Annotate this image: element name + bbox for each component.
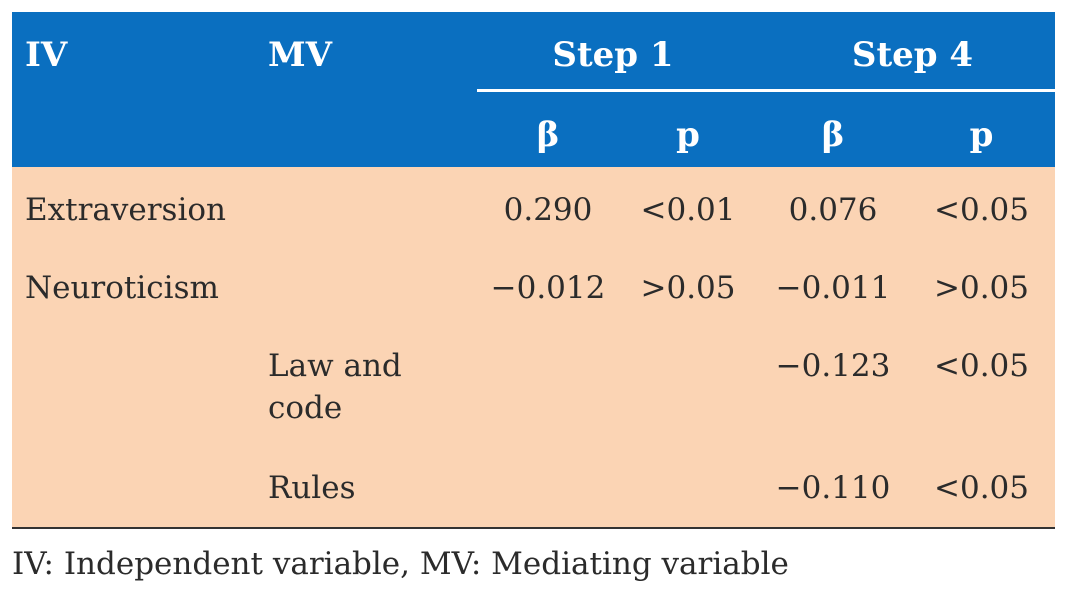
header-step4-beta: β (821, 115, 845, 155)
cell-step4-beta: −0.011 (775, 270, 891, 306)
header-step1-p: p (676, 115, 700, 155)
cell-mv: Rules (268, 470, 356, 506)
header-divider (477, 89, 1055, 92)
cell-iv: Extraversion (25, 192, 227, 228)
header-step1-beta: β (536, 115, 560, 155)
cell-step4-beta: −0.123 (775, 348, 891, 384)
cell-step1-beta: 0.290 (503, 192, 593, 228)
regression-table (12, 12, 1055, 529)
cell-step4-beta: −0.110 (775, 470, 891, 506)
table-footnote: IV: Independent variable, MV: Mediating variable (12, 546, 789, 582)
cell-iv: Neuroticism (25, 270, 219, 306)
cell-step4-p: <0.05 (934, 192, 1029, 228)
header-iv: IV (25, 35, 68, 75)
header-mv: MV (268, 35, 333, 75)
cell-mv: Law and code (268, 348, 402, 426)
table-body (12, 167, 1055, 529)
cell-step4-beta: 0.076 (788, 192, 878, 228)
table-header (12, 12, 1055, 167)
cell-step4-p: <0.05 (934, 348, 1029, 384)
cell-step4-p: <0.05 (934, 470, 1029, 506)
cell-step1-p: <0.01 (640, 192, 736, 228)
header-step1: Step 1 (552, 35, 674, 75)
header-step4-p: p (969, 115, 994, 155)
cell-step1-beta: −0.012 (490, 270, 606, 306)
cell-step4-p: >0.05 (934, 270, 1029, 306)
header-step4: Step 4 (851, 35, 974, 75)
cell-step1-p: >0.05 (640, 270, 736, 306)
